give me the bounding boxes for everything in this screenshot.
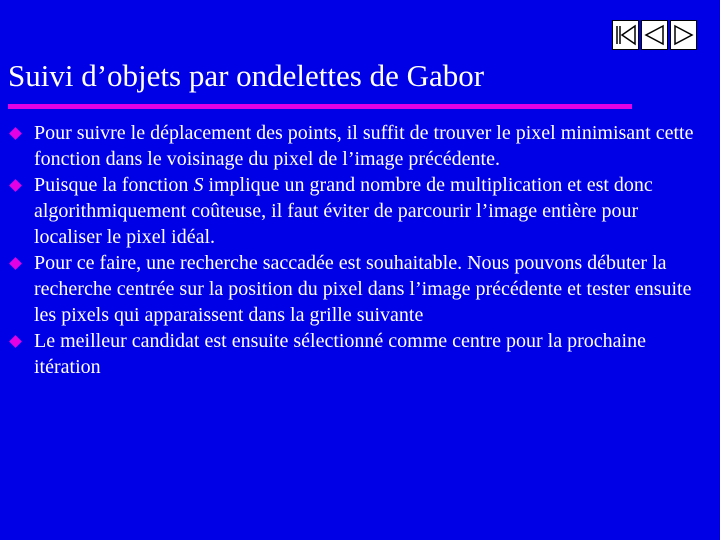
slide-navigation	[612, 20, 698, 50]
bullet-text: Pour ce faire, une recherche saccadée est souhaitable. Nous pouvons débuter la recherche centrée sur la position du pixel dans l’image précédente et tester ensuite les pixels qui apparaissent dans la grille suivante	[34, 252, 692, 326]
slide-title: Suivi d’objets par ondelettes de Gabor	[8, 58, 485, 93]
function-symbol: S	[193, 174, 204, 196]
diamond-bullet-icon	[9, 335, 22, 348]
bullet-text-before: Puisque la fonction	[34, 174, 194, 196]
bullet-text: Le meilleur candidat est ensuite sélectionné comme centre pour la prochaine itération	[34, 330, 646, 378]
first-slide-button[interactable]	[612, 20, 639, 50]
diamond-bullet-icon	[9, 179, 22, 192]
next-slide-icon	[672, 23, 695, 47]
first-slide-icon	[614, 23, 637, 47]
next-slide-button[interactable]	[670, 20, 697, 50]
bullet-item	[8, 172, 698, 250]
bullet-item	[8, 328, 698, 380]
bullet-item	[8, 250, 698, 328]
bullet-item	[8, 120, 698, 172]
bullet-text: Pour suivre le déplacement des points, il suffit de trouver le pixel minimisant cette fonction dans le voisinage du pixel de l’image précédente.	[34, 122, 694, 170]
diamond-bullet-icon	[9, 257, 22, 270]
title-underline	[8, 104, 632, 109]
previous-slide-button[interactable]	[641, 20, 668, 50]
bullet-list	[8, 120, 698, 380]
previous-slide-icon	[643, 23, 666, 47]
bullet-text-after: implique un grand nombre de multiplication et est donc algorithmiquement coûteuse, il faut éviter de parcourir l’image entière pour localiser le pixel idéal.	[34, 174, 653, 248]
diamond-bullet-icon	[9, 127, 22, 140]
